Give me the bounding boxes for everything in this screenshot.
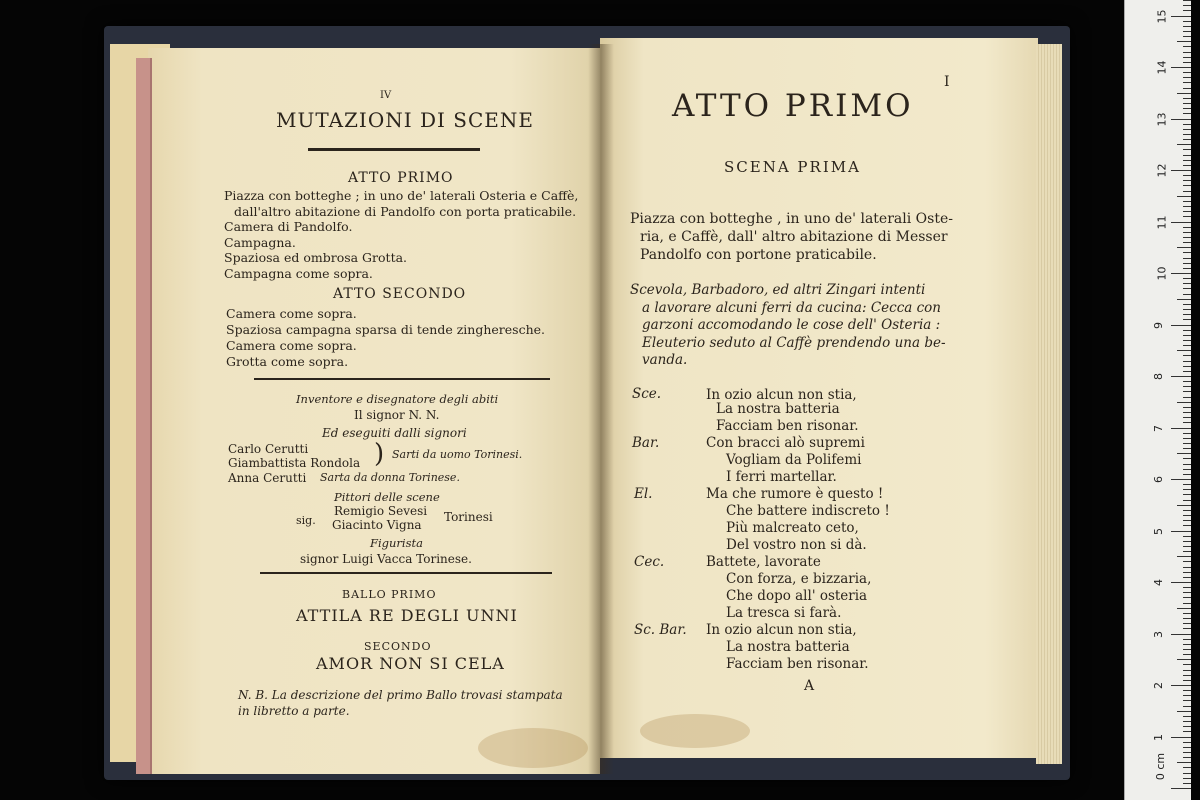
- ruler-tick: [1183, 314, 1191, 315]
- ruler-tick: [1183, 489, 1191, 490]
- ruler-tick: [1183, 294, 1191, 295]
- ruler-tick: [1183, 283, 1191, 284]
- signature-mark: A: [804, 678, 815, 694]
- ruler-tick: [1171, 531, 1191, 532]
- ruler-tick: [1177, 608, 1191, 609]
- ruler-tick: [1183, 62, 1191, 63]
- ruler-tick: [1183, 149, 1191, 150]
- ruler-tick: [1183, 309, 1191, 310]
- ruler-tick: [1183, 381, 1191, 382]
- ruler-tick: [1177, 299, 1191, 300]
- left-page: [148, 48, 600, 774]
- ruler-tick: [1183, 124, 1191, 125]
- inventor-label: Inventore e disegnatore degli abiti: [296, 392, 499, 406]
- ruler-tick: [1183, 654, 1191, 655]
- verse-line: Vogliam da Polifemi: [726, 452, 862, 468]
- ruler-tick: [1183, 180, 1191, 181]
- verse-line: Del vostro non si dà.: [726, 537, 867, 553]
- ruler-tick: [1183, 57, 1191, 58]
- ruler-tick: [1171, 222, 1191, 223]
- ruler-tick: [1171, 582, 1191, 583]
- ruler-number: 3: [1152, 630, 1165, 638]
- speaker-label: El.: [634, 486, 653, 502]
- ruler-tick: [1177, 41, 1191, 42]
- ruler-tick: [1183, 113, 1191, 114]
- scene-line: dall'altro abitazione di Pandolfo con porta praticabile.: [234, 203, 577, 219]
- stage-line: vanda.: [642, 352, 688, 368]
- verse-line: Più malcreato ceto,: [726, 520, 859, 536]
- ruler-tick: [1183, 417, 1191, 418]
- ruler-tick: [1183, 355, 1191, 356]
- ruler-tick: [1183, 165, 1191, 166]
- ruler-tick: [1183, 191, 1191, 192]
- ruler-tick: [1183, 258, 1191, 259]
- ruler-tick: [1183, 603, 1191, 604]
- ruler-tick: [1171, 16, 1191, 17]
- ruler-tick: [1183, 288, 1191, 289]
- ruler-tick: [1183, 639, 1191, 640]
- ruler-tick: [1171, 634, 1191, 635]
- speaker-label: Sce.: [632, 386, 662, 402]
- ruler-tick: [1183, 726, 1191, 727]
- ruler-tick: [1177, 350, 1191, 351]
- ruler-tick: [1183, 541, 1191, 542]
- ruler-tick: [1177, 93, 1191, 94]
- ruler-tick: [1183, 546, 1191, 547]
- ruler-tick: [1183, 232, 1191, 233]
- verse-line: Che battere indiscreto !: [726, 503, 890, 519]
- ruler-tick: [1183, 412, 1191, 413]
- ruler-tick: [1183, 644, 1191, 645]
- ruler-tick: [1183, 211, 1191, 212]
- painters-city: Torinesi: [444, 510, 493, 524]
- title-rule: [308, 148, 480, 151]
- ruler-tick: [1183, 515, 1191, 516]
- painter-name: Giacinto Vigna: [332, 518, 422, 532]
- scene-heading: SCENA PRIMA: [724, 158, 861, 176]
- ruler-tick: [1183, 88, 1191, 89]
- stage-line: Eleuterio seduto al Caffè prendendo una be-: [642, 334, 946, 351]
- page-number: I: [944, 74, 950, 90]
- ruler-tick: [1183, 129, 1191, 130]
- ruler-tick: [1183, 5, 1191, 6]
- ruler-tick: [1183, 716, 1191, 717]
- page-title: MUTAZIONI DI SCENE: [276, 108, 534, 132]
- ruler-tick: [1171, 479, 1191, 480]
- setting-line: Piazza con botteghe , in uno de' laterali Oste-: [630, 211, 953, 227]
- ruler-number: 10: [1155, 266, 1169, 281]
- ballo-primo-label: BALLO PRIMO: [342, 588, 437, 601]
- ruler-tick: [1183, 361, 1191, 362]
- ruler-tick: [1183, 438, 1191, 439]
- ruler-number: 4: [1152, 579, 1165, 586]
- painter-name: Remigio Sevesi: [334, 504, 428, 518]
- ruler-tick: [1171, 273, 1191, 274]
- ruler-number: 7: [1152, 424, 1165, 432]
- ruler-tick: [1183, 649, 1191, 650]
- ruler-tick: [1183, 26, 1191, 27]
- ruler-tick: [1183, 330, 1191, 331]
- ruler-number: 15: [1155, 9, 1169, 23]
- ruler-tick: [1183, 597, 1191, 598]
- ruler-tick: [1183, 752, 1191, 753]
- painters-heading: Pittori delle scene: [334, 490, 440, 504]
- ruler-tick: [1183, 520, 1191, 521]
- ruler-tick: [1183, 567, 1191, 568]
- ruler-tick: [1183, 0, 1191, 1]
- ruler-tick: [1183, 721, 1191, 722]
- ruler-tick: [1171, 170, 1191, 171]
- secondo-label: SECONDO: [364, 640, 432, 653]
- ruler-tick: [1183, 242, 1191, 243]
- ruler-tick: [1171, 788, 1191, 789]
- book-gutter: [588, 44, 614, 774]
- verse-line: La nostra batteria: [726, 639, 850, 655]
- ruler-tick: [1183, 747, 1191, 748]
- ruler-tick: [1183, 52, 1191, 53]
- ruler-tick: [1183, 108, 1191, 109]
- stage-line: Scevola, Barbadoro, ed altri Zingari intenti: [630, 282, 926, 298]
- ruler-tick: [1183, 448, 1191, 449]
- ruler-tick: [1183, 31, 1191, 32]
- scene-line: Campagna.: [224, 234, 296, 250]
- ruler-tick: [1183, 98, 1191, 99]
- ruler-tick: [1183, 371, 1191, 372]
- ruler-tick: [1183, 680, 1191, 681]
- ruler-tick: [1183, 592, 1191, 593]
- inventor-name: Il signor N. N.: [354, 408, 440, 422]
- scene-line: Campagna come sopra.: [224, 265, 373, 281]
- act2-heading: ATTO SECONDO: [333, 286, 467, 302]
- ruler-tick: [1183, 731, 1191, 732]
- act2-scene-list: [226, 306, 545, 370]
- scene-line: Grotta come sopra.: [226, 354, 349, 369]
- ruler-tick: [1183, 155, 1191, 156]
- stage-direction: [630, 282, 946, 370]
- verse-line: Con forza, e bizzaria,: [726, 571, 872, 587]
- ruler-tick: [1183, 469, 1191, 470]
- verse-line: La nostra batteria: [716, 401, 840, 417]
- ruler-tick: [1183, 21, 1191, 22]
- right-page: [600, 38, 1038, 758]
- divider-rule: [260, 572, 552, 574]
- ruler-tick: [1183, 278, 1191, 279]
- ruler-number: 6: [1152, 476, 1165, 483]
- tailor-name: Anna Cerutti: [228, 471, 307, 485]
- tailor-role: Sarta da donna Torinese.: [320, 471, 460, 484]
- ruler-tick: [1177, 453, 1191, 454]
- tailor-name: Carlo Cerutti: [228, 442, 309, 456]
- ruler-tick: [1183, 335, 1191, 336]
- ruler-tick: [1171, 737, 1191, 738]
- ruler-unit-label: 0 cm: [1154, 752, 1168, 781]
- ruler-tick: [1183, 72, 1191, 73]
- ruler-tick: [1183, 510, 1191, 511]
- ruler-number: 14: [1155, 60, 1169, 75]
- ruler-tick: [1183, 773, 1191, 774]
- stage-line: garzoni accomodando le cose dell' Osteria :: [642, 317, 941, 333]
- scene-line: Camera di Pandolfo.: [224, 219, 353, 234]
- ruler-tick: [1177, 711, 1191, 712]
- ruler-number: 12: [1155, 163, 1169, 178]
- ruler-tick: [1183, 407, 1191, 408]
- ruler-tick: [1183, 700, 1191, 701]
- ruler-tick: [1183, 391, 1191, 392]
- ruler-tick: [1183, 397, 1191, 398]
- ruler-tick: [1183, 422, 1191, 423]
- ruler-tick: [1183, 160, 1191, 161]
- ruler-tick: [1183, 675, 1191, 676]
- ruler-tick: [1183, 103, 1191, 104]
- verse-line: Con bracci alò supremi: [706, 435, 865, 451]
- ruler-tick: [1183, 443, 1191, 444]
- ruler-tick: [1183, 757, 1191, 758]
- ruler-tick: [1177, 659, 1191, 660]
- ruler-tick: [1171, 67, 1191, 68]
- ruler-tick: [1183, 525, 1191, 526]
- verse-line: In ozio alcun non stia,: [706, 622, 857, 638]
- page-title: ATTO PRIMO: [672, 88, 914, 124]
- ruler-tick: [1183, 139, 1191, 140]
- ruler-tick: [1183, 706, 1191, 707]
- ruler-tick: [1183, 778, 1191, 779]
- ruler-tick: [1183, 623, 1191, 624]
- verse-line: Facciam ben risonar.: [716, 418, 859, 434]
- setting-line: Pandolfo con portone praticabile.: [640, 247, 877, 263]
- speaker-label: Bar.: [632, 435, 660, 451]
- ruler-tick: [1183, 742, 1191, 743]
- ruler-tick: [1177, 402, 1191, 403]
- ruler-tick: [1183, 10, 1191, 11]
- scene-line: Piazza con botteghe ; in uno de' laterali Osteria e Caffè,: [224, 188, 579, 203]
- ballo-primo-title: ATTILA RE DEGLI UNNI: [296, 606, 518, 625]
- page-edges: [1036, 44, 1062, 764]
- ruler-number: 1: [1152, 733, 1165, 741]
- ruler-tick: [1183, 134, 1191, 135]
- ruler-tick: [1171, 428, 1191, 429]
- scene-line: Spaziosa campagna sparsa di tende zingheresche.: [226, 322, 546, 337]
- ruler-tick: [1183, 263, 1191, 264]
- pink-endpaper-edge: [136, 58, 152, 774]
- ruler-tick: [1183, 433, 1191, 434]
- verse-line: Battete, lavorate: [706, 554, 821, 570]
- ruler-tick: [1171, 325, 1191, 326]
- ruler-tick: [1183, 474, 1191, 475]
- figurist-heading: Figurista: [370, 536, 423, 550]
- ruler-tick: [1183, 670, 1191, 671]
- ruler-tick: [1183, 304, 1191, 305]
- ruler-tick: [1183, 664, 1191, 665]
- verse-line: Facciam ben risonar.: [726, 656, 869, 672]
- scene-line: Camera come sopra.: [226, 338, 357, 353]
- ruler-tick: [1183, 587, 1191, 588]
- ruler-tick: [1183, 216, 1191, 217]
- executed-by: Ed eseguiti dalli signori: [322, 426, 467, 440]
- ruler-tick: [1183, 783, 1191, 784]
- act1-scene-list: [224, 188, 578, 281]
- verse-line: La tresca si farà.: [726, 605, 842, 621]
- ruler-tick: [1183, 340, 1191, 341]
- ruler-tick: [1183, 695, 1191, 696]
- ruler-tick: [1183, 458, 1191, 459]
- page-number: IV: [380, 90, 392, 101]
- water-stain: [478, 728, 588, 768]
- ruler-tick: [1183, 227, 1191, 228]
- ruler-tick: [1183, 618, 1191, 619]
- nota-bene: in libretto a parte.: [238, 704, 350, 718]
- ruler-tick: [1183, 206, 1191, 207]
- secondo-title: AMOR NON SI CELA: [316, 654, 505, 673]
- ruler-tick: [1183, 366, 1191, 367]
- ruler-tick: [1177, 144, 1191, 145]
- stage-line: a lavorare alcuni ferri da cucina: Cecca con: [642, 299, 941, 316]
- divider-rule: [254, 378, 550, 380]
- ruler-tick: [1171, 685, 1191, 686]
- ruler-tick: [1183, 237, 1191, 238]
- ruler-tick: [1183, 577, 1191, 578]
- ruler-tick: [1183, 345, 1191, 346]
- verse-line: Ma che rumore è questo !: [706, 486, 884, 502]
- ruler-tick: [1183, 494, 1191, 495]
- ruler-tick: [1177, 505, 1191, 506]
- brace: ): [374, 439, 385, 469]
- ruler-tick: [1183, 386, 1191, 387]
- ruler-number: 9: [1152, 321, 1165, 329]
- ruler-tick: [1183, 268, 1191, 269]
- ruler-tick: [1183, 551, 1191, 552]
- verse-line: Che dopo all' osteria: [726, 588, 868, 604]
- ruler-tick: [1177, 556, 1191, 557]
- ruler-tick: [1177, 247, 1191, 248]
- setting-line: ria, e Caffè, dall' altro abitazione di Messer: [640, 229, 948, 245]
- ruler-tick: [1183, 536, 1191, 537]
- ruler-number: 2: [1152, 682, 1165, 689]
- ruler-tick: [1183, 319, 1191, 320]
- ruler-tick: [1177, 762, 1191, 763]
- ruler-tick: [1183, 500, 1191, 501]
- scene-line: Camera come sopra.: [226, 306, 357, 321]
- ruler-tick: [1183, 77, 1191, 78]
- ruler-tick: [1183, 690, 1191, 691]
- ruler-tick: [1183, 185, 1191, 186]
- ruler-tick: [1171, 376, 1191, 377]
- speaker-label: Cec.: [634, 554, 665, 570]
- ruler-tick: [1183, 82, 1191, 83]
- ruler-number: 5: [1152, 527, 1165, 535]
- ruler-tick: [1171, 119, 1191, 120]
- ruler-tick: [1183, 613, 1191, 614]
- ruler-tick: [1183, 464, 1191, 465]
- figurist-name: signor Luigi Vacca Torinese.: [300, 552, 472, 566]
- painters-prefix: sig.: [296, 514, 316, 527]
- ruler-tick: [1183, 46, 1191, 47]
- ruler-tick: [1183, 36, 1191, 37]
- act1-heading: ATTO PRIMO: [348, 170, 454, 186]
- ruler-number: 8: [1152, 373, 1165, 380]
- ruler-tick: [1183, 175, 1191, 176]
- nota-bene: N. B. La descrizione del primo Ballo trovasi stampata: [238, 688, 563, 702]
- speaker-label: Sc. Bar.: [634, 622, 687, 638]
- tailor-name: Giambattista Rondola: [228, 456, 361, 470]
- ruler-tick: [1183, 628, 1191, 629]
- ruler-tick: [1177, 196, 1191, 197]
- verse-text: In ozio alcun non stia,: [706, 387, 857, 403]
- ruler-tick: [1183, 484, 1191, 485]
- ruler-tick: [1183, 767, 1191, 768]
- measuring-ruler: [1124, 0, 1191, 800]
- water-stain: [640, 714, 750, 748]
- tailors-role: Sarti da uomo Torinesi.: [392, 448, 523, 461]
- ruler-tick: [1183, 252, 1191, 253]
- ruler-tick: [1183, 201, 1191, 202]
- ruler-tick: [1183, 572, 1191, 573]
- ruler-number: 13: [1155, 112, 1169, 126]
- scene-setting: [630, 210, 953, 264]
- scene-line: Spaziosa ed ombrosa Grotta.: [224, 250, 408, 265]
- ruler-number: 11: [1155, 215, 1169, 229]
- verse-line: I ferri martellar.: [726, 469, 837, 485]
- ruler-tick: [1183, 561, 1191, 562]
